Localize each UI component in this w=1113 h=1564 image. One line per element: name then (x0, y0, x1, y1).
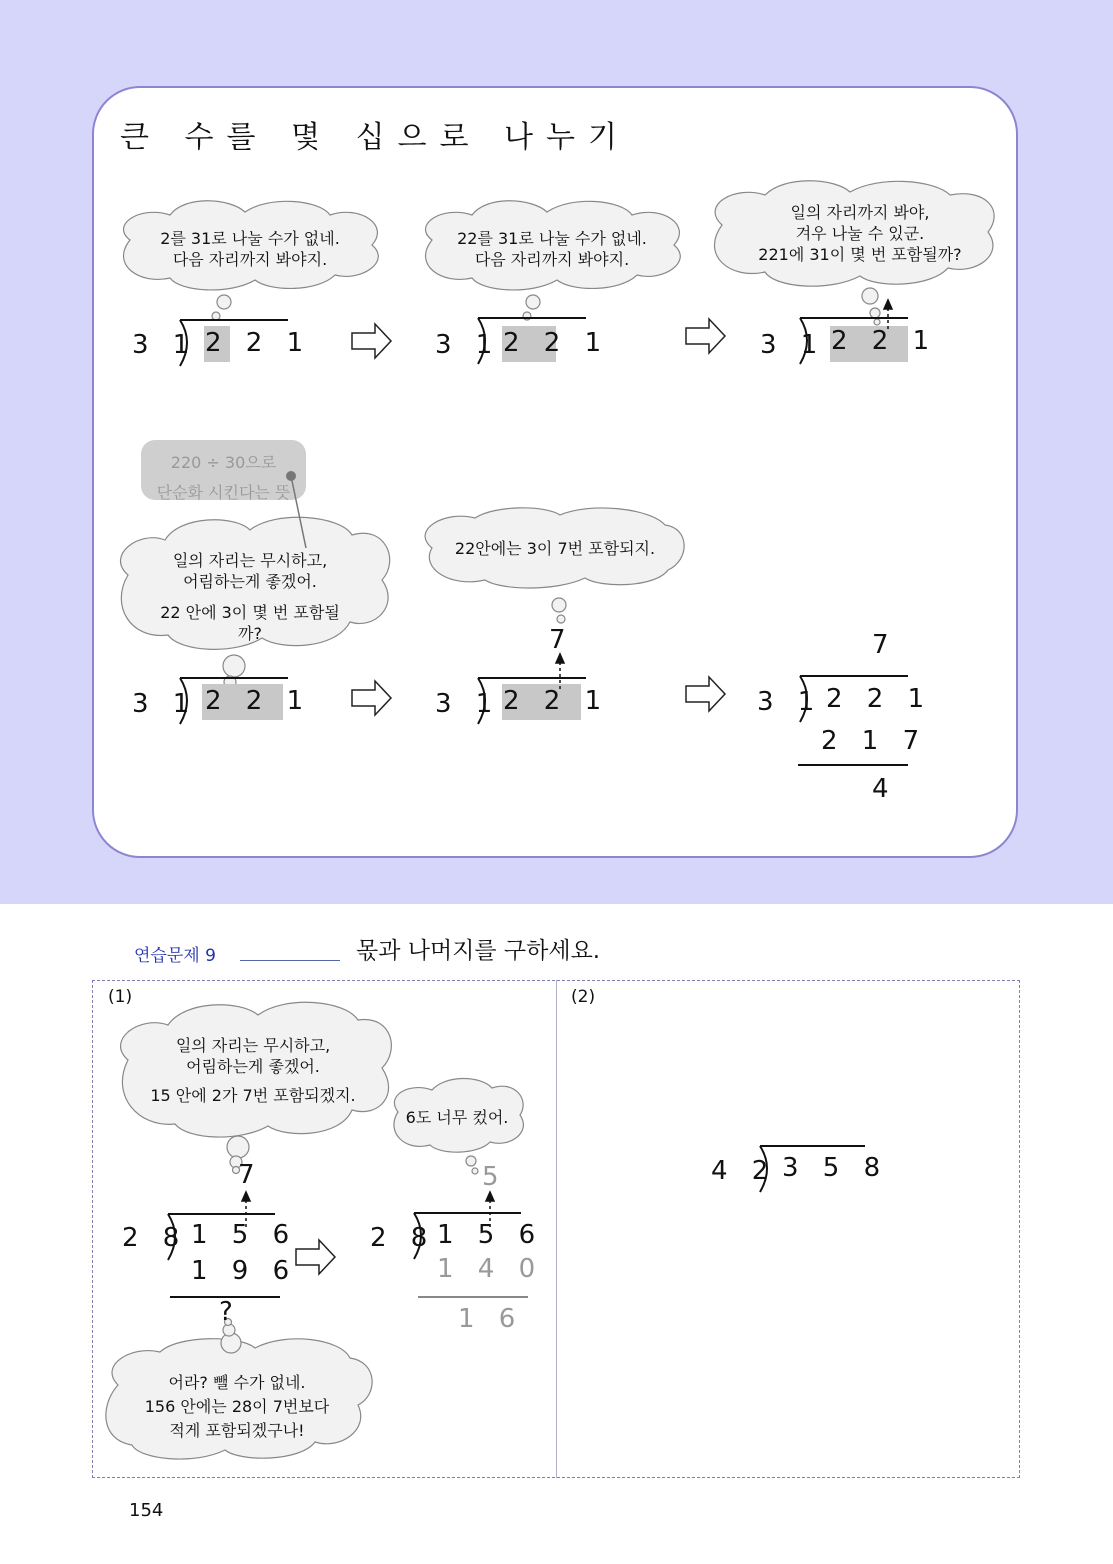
thought-text: 2를 31로 나눌 수가 없네. 다음 자리까지 봐야지. (160, 229, 340, 269)
divisor: 3 1 (435, 689, 501, 719)
dividend: 2 2 1 (503, 686, 610, 716)
right-arrow-icon (352, 324, 391, 358)
thought-text: 어라? 뺄 수가 없네. 156 안에는 28이 7번보다 적게 포함되겠구나! (144, 1373, 330, 1440)
quotient: 5 (482, 1162, 507, 1192)
divisor: 4 2 (711, 1156, 777, 1186)
remainder: 1 6 (458, 1304, 524, 1334)
thought-text: 22안에는 3이 7번 포함되지. (454, 539, 656, 558)
product: 1 4 0 (437, 1254, 544, 1284)
quotient: 7 (872, 630, 897, 660)
dividend: 2 2 1 (205, 328, 312, 358)
divisor: 2 8 (122, 1223, 188, 1253)
part-label: (1) (108, 987, 133, 1007)
dividend: 2 2 1 (205, 686, 312, 716)
divisor: 2 8 (370, 1223, 436, 1253)
thought-text: 일의 자리는 무시하고, 어림하는게 좋겠어. 15 안에 2가 7번 포함되겠지. (150, 1036, 356, 1105)
divisor: 3 1 (132, 330, 198, 360)
dividend: 2 2 1 (826, 684, 933, 714)
divisor: 3 1 (132, 689, 198, 719)
dividend: 2 2 1 (831, 326, 938, 356)
note-text: 220 ÷ 30으로 단순화 시킨다는 뜻 (156, 453, 291, 502)
answer-blank[interactable] (240, 960, 340, 961)
quotient: 7 (238, 1160, 263, 1190)
dividend: 1 5 6 (437, 1220, 544, 1250)
section-title: 큰 수를 몇 십으로 나누기 (120, 120, 630, 155)
exercise-divider (556, 980, 557, 1478)
thought-text: 일의 자리는 무시하고, 어림하는게 좋겠어. 22 안에 3이 몇 번 포함될 까? (160, 551, 340, 643)
right-arrow-icon (352, 681, 391, 715)
thought-text: 22를 31로 나눌 수가 없네. 다음 자리까지 봐야지. (457, 229, 647, 269)
divisor: 3 1 (757, 687, 823, 717)
right-arrow-icon (686, 319, 725, 353)
divisor: 3 1 (760, 330, 826, 360)
thought-text: 6도 너무 컸어. (405, 1108, 509, 1127)
quotient: 7 (549, 625, 574, 655)
divisor: 3 1 (435, 330, 501, 360)
right-arrow-icon (686, 677, 725, 711)
exercise-label: 연습문제 9 (134, 946, 216, 966)
product: 2 1 7 (821, 726, 928, 756)
dividend: 3 5 8 (782, 1153, 889, 1183)
part-label: (2) (571, 987, 596, 1007)
dividend: 1 5 6 (191, 1220, 298, 1250)
page-number: 154 (129, 1500, 164, 1521)
exercise-instruction: 몫과 나머지를 구하세요. (356, 938, 601, 964)
dividend: 2 2 1 (503, 328, 610, 358)
remainder: 4 (872, 774, 897, 804)
remainder: ? (219, 1297, 241, 1327)
thought-text: 일의 자리까지 봐야, 겨우 나눌 수 있군. 221에 31이 몇 번 포함될까? (758, 203, 962, 264)
product: 1 9 6 (191, 1256, 298, 1286)
